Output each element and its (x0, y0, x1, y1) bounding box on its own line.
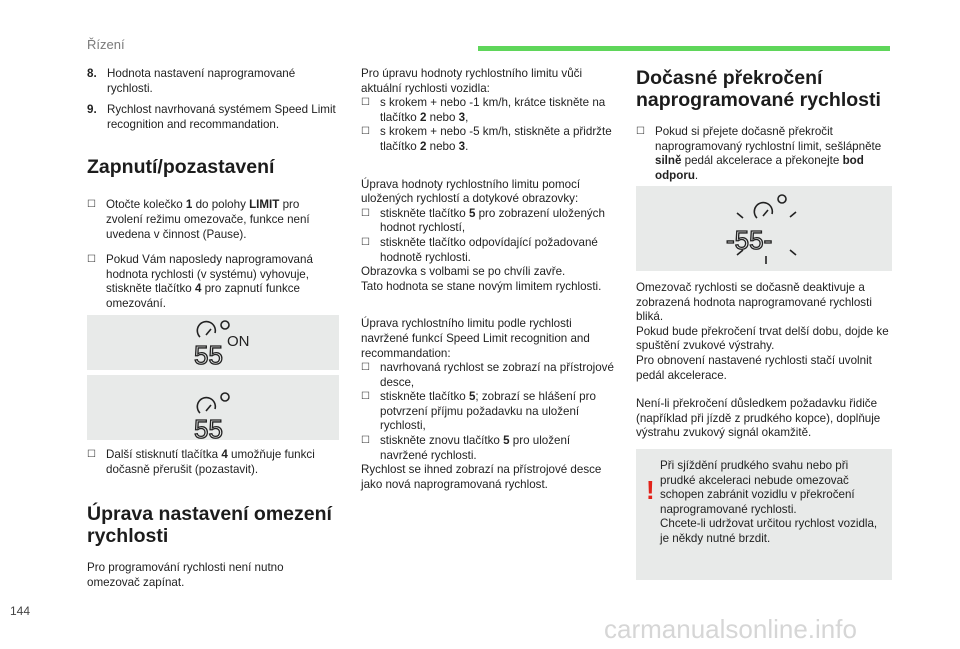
checkbox-bullet-icon: ☐ (361, 97, 370, 109)
speed-limiter-pause-display (87, 375, 339, 440)
bullet-item: ☐ Otočte kolečko 1 do polohy LIMIT pro zvolení režimu omezovače, funkce není uvedena v činnost (Pause). (87, 198, 310, 241)
heading-docasne: Dočasné překročení naprogramované rychlosti (636, 67, 881, 111)
checkbox-bullet-icon: ☐ (87, 449, 96, 460)
bullet-item: ☐ stiskněte tlačítko 5; zobrazí se hlášení pro potvrzení příjmu požadavku na uložení rychlosti, (361, 390, 596, 433)
bullet-item: ☐ stiskněte tlačítko odpovídající požadované hodnotě rychlosti. (361, 235, 598, 264)
bullet-item: ☐ s krokem + nebo -1 km/h, krátce tiskněte na tlačítko 2 nebo 3, (361, 96, 606, 124)
column-middle: Pro úpravu hodnoty rychlostního limitu vůči aktuální rychlosti vozidla: ☐ s krokem + nebo -1 km/h, krátce tiskněte na tlačítko 2 nebo 3, ☐ s krokem + nebo -5 km/h, stiskněte a přidržte tlačítko 2 nebo 3. Úprava hodnoty rychlostního limitu pomocí uložených rychlostí a dotykové obrazovky: ☐ stiskněte tlačítko 5 pro zobrazení uložených hodnot rychlostí, ☐ stiskněte tlačítko odpovídající požadované hodnotě rychlosti. Obrazovka s volbami se po chvíli zavře. Tato hodnota se stane novým limitem rychlosti. Úprava rychlostního limitu podle rychlosti navržené funkcí Speed Limit recognition and recommandation: ☐ navrhovaná rychlost se zobrazí na přístrojové desce, ☐ stiskněte tlačítko 5; zobrazí se hlášení pro potvrzení příjmu požadavku na uložení rychlosti, ☐ stiskněte znovu tlačítko 5 pro uložení navržené rychlosti. Rychlost se ihned zobrazí na přístrojové desce jako nová naprogramovaná rychlost. (361, 67, 619, 492)
bullet-item: ☐ navrhovaná rychlost se zobrazí na přístrojové desce, (361, 361, 614, 389)
checkbox-bullet-icon: ☐ (636, 126, 645, 137)
speed-value-blinking: -55- (726, 225, 773, 255)
speed-value: 55 (194, 340, 223, 370)
checkbox-bullet-icon: ☐ (87, 199, 96, 211)
checkbox-bullet-icon: ☐ (361, 236, 370, 248)
list-item: 8. Hodnota nastavení naprogramované rychlosti. (87, 67, 296, 95)
header-accent-bar (478, 46, 890, 51)
overspeed-info: Omezovač rychlosti se dočasně deaktivuje a zobrazená hodnota naprogramované rychlosti bliká. Pokud bude překročení trvat delší dobu, dojde ke spuštění zvukové výstrahy. Pro obnovení nastavené rychlosti stačí uvolnit pedál akcelerace. Není-li překročení důsledkem požadavku řidiče (například při jízdě z prudkého kopce), doplňuje výstrahu zvukový signál okamžitě. (636, 281, 889, 440)
checkbox-bullet-icon: ☐ (361, 435, 370, 447)
display-panel-on (87, 315, 339, 370)
bullet-item: ☐ Další stisknutí tlačítka 4 umožňuje funkci dočasně přerušit (pozastavit). (87, 448, 315, 476)
checkbox-bullet-icon: ☐ (361, 126, 370, 138)
state-on-label: ON (227, 333, 250, 350)
checkbox-bullet-icon: ☐ (87, 254, 96, 266)
heading-uprava: Úprava nastavení omezení rychlosti (87, 503, 332, 547)
heading-zapnuti: Zapnutí/pozastavení (87, 156, 275, 179)
page-number: 144 (10, 604, 31, 618)
bullet-item: ☐ stiskněte znovu tlačítko 5 pro uložení navržené rychlosti. (361, 434, 571, 462)
display-panel-blink (636, 186, 892, 271)
warning-box: ! Při sjíždění prudkého svahu nebo při prudké akceleraci nebude omezovač schopen zabránit vozidlu v překročení naprogramované rychlosti. Chcete-li udržovat určitou rychlost vozidla, je někdy nutné brzdit. (636, 449, 892, 580)
watermark-logo: carmanualsonline.info (604, 614, 857, 644)
speed-value: 55 (194, 414, 223, 440)
column-right (636, 67, 894, 183)
checkbox-bullet-icon: ☐ (361, 362, 370, 374)
speed-limiter-on-display (87, 315, 339, 370)
warning-icon: ! (646, 475, 655, 505)
column-left (87, 67, 337, 312)
display-panel-pause (87, 375, 339, 440)
section-title: Řízení (87, 37, 125, 52)
checkbox-bullet-icon: ☐ (361, 207, 370, 219)
checkbox-bullet-icon: ☐ (361, 391, 370, 403)
list-item: 9. Rychlost navrhovaná systémem Speed Limit recognition and recommandation. (87, 103, 336, 131)
bullet-item: ☐ Pokud si přejete dočasně překročit naprogramovaný rychlostní limit, sešlápněte silně pedál akcelerace a překonejte bod odporu. (636, 125, 882, 182)
bullet-item: ☐ s krokem + nebo -5 km/h, stiskněte a přidržte tlačítko 2 nebo 3. (361, 125, 612, 153)
speed-limiter-blink-display (636, 186, 892, 271)
uprava-section: Úprava nastavení omezení rychlosti Pro programování rychlosti není nutno omezovač zapínat. (87, 503, 339, 590)
bullet-item: ☐ stiskněte tlačítko 5 pro zobrazení uložených hodnot rychlostí, (361, 206, 605, 235)
bullet-item: ☐ Pokud Vám naposledy naprogramovaná hodnota rychlosti (v systému) vyhovuje, stiskněte tlačítko 4 pro zapnutí funkce omezování. (87, 253, 313, 310)
pause-note (87, 448, 337, 477)
